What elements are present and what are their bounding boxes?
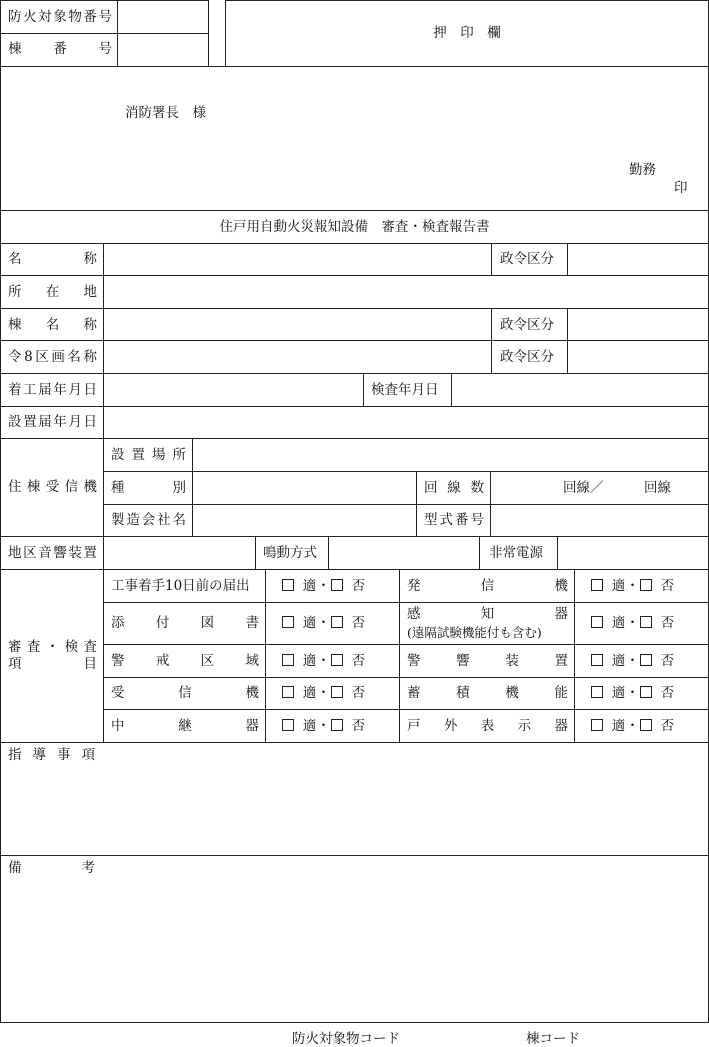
page-title: 住戸用自動火災報知設備 審査・検査報告書 [219,219,490,235]
checkbox[interactable] [331,579,343,591]
inspection-date-field[interactable] [452,374,708,406]
ok-label: 適・ [611,653,640,669]
checkbox[interactable] [640,654,652,666]
method-field[interactable] [329,537,478,569]
inspection-date-label: 検査年月日 [371,382,439,398]
inspection-item-right: 戸外表示器 [407,718,568,734]
ng-label: 否 [351,718,366,734]
rule [117,0,118,66]
ordinance-label: 政令区分 [500,349,554,365]
ok-label: 適・ [302,685,331,701]
check-pair [591,578,675,594]
inspection-item-left: 添付図書 [111,615,259,631]
check-pair [591,653,675,669]
power-field[interactable] [558,537,708,569]
checkbox[interactable] [331,719,343,731]
checkbox[interactable] [282,686,294,698]
rule [0,33,209,34]
ordinance-field[interactable] [568,309,708,340]
rule [491,243,492,275]
name-label: 名 称 [8,251,97,267]
bell-field[interactable] [104,537,254,569]
check-pair [282,718,366,734]
model-label: 型式番号 [424,512,484,528]
location-label: 所 在 地 [8,284,97,300]
checkbox[interactable] [640,616,652,628]
rule [265,569,266,742]
ng-label: 否 [660,653,675,669]
ok-label: 適・ [302,578,331,594]
maker-label: 製造会社名 [111,512,186,528]
building-code-label: 棟コード [526,1031,580,1047]
inspection-group-label: 審査・検査 [8,639,97,655]
guidance-label: 指導事項 [8,747,95,763]
name-field[interactable] [104,244,490,275]
checkbox[interactable] [640,579,652,591]
rule [363,373,364,406]
inspection-item-right: 感知器 [407,606,568,622]
checkbox[interactable] [282,616,294,628]
rule [0,0,1,1023]
inspection-item-left: 受信機 [111,685,259,701]
checkbox[interactable] [282,579,294,591]
ordinance-label: 政令区分 [500,317,554,333]
zone-name-label: 令8区画名称 [8,349,97,365]
ok-label: 適・ [302,653,331,669]
rule [0,569,709,570]
rule [574,569,575,742]
check-pair [282,578,366,594]
inspection-item-right: 蓄積機能 [407,685,568,701]
rule [208,0,209,66]
checkbox[interactable] [591,616,603,628]
install-date-label: 設置届年月日 [8,414,97,430]
rule [416,471,417,536]
rule [0,210,709,211]
ok-label: 適・ [611,685,640,701]
checkbox[interactable] [591,719,603,731]
remarks-label: 備 考 [8,860,95,876]
checkbox[interactable] [591,579,603,591]
rule [103,602,709,603]
rule [103,406,104,742]
inspection-item-right: 発信機 [407,578,568,594]
rule [0,1022,709,1023]
sensor-note: (遠隔試験機能付も含む) [407,625,542,640]
ng-label: 否 [660,578,675,594]
seal-mark: 印 [674,180,688,196]
object-code-label: 防火対象物コード [292,1031,400,1047]
building-name-field[interactable] [104,309,490,340]
building-number-label: 棟 番 号 [8,41,112,57]
start-date-label: 着工届年月日 [8,382,97,398]
ok-label: 適・ [302,615,331,631]
install-date-field[interactable] [104,407,708,438]
checkbox[interactable] [331,686,343,698]
circuits-value: 回線／ 回線 [563,480,671,496]
type-label: 種 別 [111,480,186,496]
ok-label: 適・ [302,718,331,734]
rule [103,709,709,710]
rule [479,536,480,569]
recipient: 消防署長 様 [125,105,206,121]
rule [103,644,709,645]
model-field[interactable] [491,505,708,536]
check-pair [282,615,366,631]
ng-label: 否 [660,615,675,631]
place-label: 設置場所 [111,447,186,463]
place-field[interactable] [193,439,708,471]
checkbox[interactable] [331,616,343,628]
circuits-label: 回線数 [424,480,484,496]
inspection-item-left: 工事着手10日前の届出 [111,578,250,594]
remarks-field[interactable] [104,856,708,1022]
ok-label: 適・ [611,578,640,594]
checkbox[interactable] [640,719,652,731]
bell-label: 地区音響装置 [8,545,97,561]
ordinance-field[interactable] [568,341,708,373]
ordinance-label: 政令区分 [500,251,554,267]
ok-label: 適・ [611,615,640,631]
inspection-item-left: 警戒区域 [111,653,259,669]
checkbox[interactable] [640,686,652,698]
location-field[interactable] [104,276,708,308]
duty-label: 勤務 [629,162,656,178]
ok-label: 適・ [611,718,640,734]
guidance-field[interactable] [104,743,708,855]
rule [225,0,709,1]
ng-label: 否 [660,685,675,701]
checkbox[interactable] [591,654,603,666]
checkbox[interactable] [282,654,294,666]
rule [255,536,256,569]
check-pair [282,685,366,701]
receiver-group-label: 住棟受信機 [8,479,97,495]
ordinance-field[interactable] [568,244,708,275]
object-number-label: 防火対象物番号 [8,9,112,25]
checkbox[interactable] [331,654,343,666]
rule [103,677,709,678]
power-label: 非常電源 [489,545,543,561]
start-date-field[interactable] [104,374,362,406]
method-label: 鳴動方式 [263,545,317,561]
type-field[interactable] [193,472,415,504]
rule [399,569,400,742]
inspection-item-right: 警響装置 [407,653,568,669]
ng-label: 否 [351,653,366,669]
check-pair [591,615,675,631]
check-pair [591,685,675,701]
maker-field[interactable] [193,505,415,536]
check-pair [282,653,366,669]
checkbox[interactable] [282,719,294,731]
rule [491,308,492,373]
ng-label: 否 [660,718,675,734]
checkbox[interactable] [591,686,603,698]
ng-label: 否 [351,615,366,631]
inspection-item-left: 中継器 [111,718,259,734]
check-pair [591,718,675,734]
zone-name-field[interactable] [104,341,490,373]
inspection-group-label-2: 項 目 [8,656,97,672]
rule [0,66,709,67]
rule [0,0,209,1]
ng-label: 否 [351,685,366,701]
building-name-label: 棟 名 称 [8,317,97,333]
seal-column-label: 押 印 欄 [433,25,501,41]
ng-label: 否 [351,578,366,594]
